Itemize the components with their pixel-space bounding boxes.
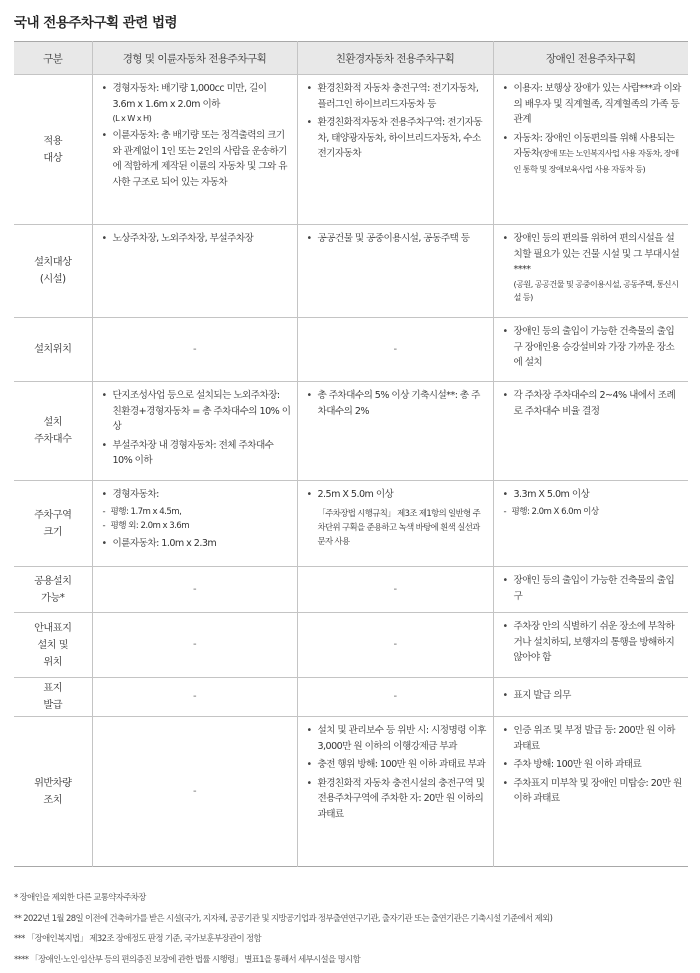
cell-eco	[297, 382, 493, 481]
list-item: • 충전 행위 방해: 100만 원 이하 과태료 부과	[306, 757, 487, 773]
list-item: • 인증 위조 및 부정 발급 등: 200만 원 이하 과태료	[502, 723, 683, 754]
row-label: 표지 발급	[14, 678, 92, 717]
row-label: 설치위치	[14, 318, 92, 382]
cell-disabled	[493, 717, 688, 867]
sub-list-item: - 평행: 2.0m X 6.0m 이상	[502, 505, 683, 520]
header-compact-motorcycle: 경형 및 이륜자동차 전용주차구획	[92, 42, 297, 75]
parking-spec-note: 「주차장법 시행규칙」 제3조 제1항의 일반형 주차단위 구획을 준용하고 녹색 바탕에 흰색 실선과 문자 사용	[317, 507, 481, 546]
page-title: 국내 전용주차구획 관련 법령	[14, 15, 178, 31]
list-item: • 장애인 등의 출입이 가능한 건축물의 출입구 장애인용 승강설비와 가장 가까운 장소에 설치	[502, 324, 683, 371]
row-label: 주차구역 크기	[14, 481, 92, 567]
cell-disabled	[493, 613, 688, 678]
list-item: • 환경친화적자동차 전용주차구역: 전기자동차, 태양광자동차, 하이브리드자동차, 수소전기자동차	[306, 115, 487, 162]
list-item: • 환경친화적 자동차 충전구역: 전기자동차, 플러그인 하이브리드자동차 등	[306, 81, 487, 112]
cell-eco: -	[297, 318, 493, 382]
row-label: 적용 대상	[14, 75, 92, 225]
list-item: • 공공건물 및 공중이용시설, 공동주택 등	[306, 231, 487, 247]
header-disabled: 장애인 전용주차구획	[493, 42, 688, 75]
table-row	[14, 481, 688, 567]
table-row	[14, 382, 688, 481]
row-label: 설치 주차대수	[14, 382, 92, 481]
cell-disabled	[493, 318, 688, 382]
cell-eco	[297, 717, 493, 867]
cell-disabled	[493, 225, 688, 318]
law-table	[14, 41, 688, 867]
cell-eco	[297, 75, 493, 225]
list-item: • 이용자: 보행상 장애가 있는 사람***과 이와의 배우자 및 직계혈족, 직계혈족의 가족 등 관계	[502, 81, 683, 128]
cell-disabled	[493, 678, 688, 717]
list-item: • 장애인 등의 편의를 위하여 편의시설을 설치할 필요가 있는 건물 시설 및 그 부대시설**** (공원, 공공건물 및 공중이용시설, 공동주택, 통신시설 등)	[502, 231, 683, 304]
list-item: • 표지 발급 의무	[502, 688, 683, 704]
cell-compact	[92, 75, 297, 225]
cell-compact: -	[92, 678, 297, 717]
header-eco-friendly: 친환경자동차 전용주차구획	[297, 42, 493, 75]
list-item: • 부설주차장 내 경형자동차: 전체 주차대수 10% 이하	[101, 438, 291, 469]
header-category: 구분	[14, 42, 92, 75]
footnotes	[14, 887, 694, 969]
list-item: • 각 주차장 주차대수의 2~4% 내에서 조례로 주차대수 비율 결정	[502, 388, 683, 419]
list-item: • 주차표지 미부착 및 장애인 미탑승: 20만 원 이하 과태료	[502, 776, 683, 807]
table-row	[14, 613, 688, 678]
cell-disabled	[493, 567, 688, 613]
table-row	[14, 717, 688, 867]
row-label: 설치대상 (시설)	[14, 225, 92, 318]
list-item: • 총 주차대수의 5% 이상 기축시설**: 총 주차대수의 2%	[306, 388, 487, 419]
sub-list-item: - 평행 외: 2.0m x 3.6m	[101, 519, 291, 534]
list-item: • 주차 방해: 100만 원 이하 과태료	[502, 757, 683, 773]
list-item: • 경형자동차:	[101, 487, 291, 503]
cell-compact	[92, 225, 297, 318]
cell-disabled	[493, 75, 688, 225]
cell-compact: -	[92, 318, 297, 382]
list-item: • 자동차: 장애인 이동편의를 위해 사용되는 자동차(장애 또는 노인복지사업 사용 자동차, 장애인 통학 및 장애보육사업 사용 자동차 등)	[502, 131, 683, 178]
row-label: 위반차량 조치	[14, 717, 92, 867]
list-item: • 이륜자동차: 1.0m x 2.3m	[101, 536, 291, 552]
table-row	[14, 318, 688, 382]
table-row	[14, 567, 688, 613]
list-item: • 환경친화적 자동차 충전시설의 충전구역 및 전용주차구역에 주차한 자: 20만 원 이하의 과태료	[306, 776, 487, 823]
cell-eco	[297, 225, 493, 318]
cell-compact	[92, 481, 297, 567]
row-label: 안내표지 설치 및 위치	[14, 613, 92, 678]
list-item: • 2.5m X 5.0m 이상	[306, 487, 487, 503]
table-header-row	[14, 42, 688, 75]
cell-compact: -	[92, 717, 297, 867]
list-item: • 이륜자동차: 총 배기량 또는 정격출력의 크기와 관계없이 1인 또는 2인의 사람을 운송하기에 적합하게 제작된 이륜의 자동차 및 그와 유사한 구조로 되어 있는 자동차	[101, 128, 291, 190]
list-item: • 3.3m X 5.0m 이상	[502, 487, 683, 503]
cell-compact: -	[92, 567, 297, 613]
table-row	[14, 225, 688, 318]
table-row	[14, 678, 688, 717]
sub-list-item: - 평행: 1.7m x 4.5m,	[101, 505, 291, 520]
list-item: • 주차장 안의 식별하기 쉬운 장소에 부착하거나 설치하되, 보행자의 통행을 방해하지 않아야 함	[502, 619, 683, 666]
list-item: • 장애인 등의 출입이 가능한 건축물의 출입구	[502, 573, 683, 604]
cell-eco: -	[297, 678, 493, 717]
list-item: • 경형자동차: 배기량 1,000cc 미만, 길이 3.6m x 1.6m x 2.0m 이하 (L x W x H)	[101, 81, 291, 125]
list-item: • 노상주차장, 노외주차장, 부설주차장	[101, 231, 291, 247]
list-item: • 설치 및 관리보수 등 위반 시: 시정명령 이후 3,000만 원 이하의 이행강제금 부과	[306, 723, 487, 754]
cell-disabled	[493, 382, 688, 481]
footnote: *** 「장애인복지법」 제32조 장애정도 판정 기준, 국가보훈부장관이 정함	[14, 933, 262, 944]
cell-disabled	[493, 481, 688, 567]
cell-eco: -	[297, 613, 493, 678]
cell-eco: -	[297, 567, 493, 613]
footnote: ** 2022년 1월 28일 이전에 건축허가를 받은 시설(국가, 지자체, 공공기관 및 지방공기업과 정부출연연구기관, 출자기관 또는 출연기관은 기축시설 기준에서 제외)	[14, 912, 553, 923]
cell-compact	[92, 382, 297, 481]
table-row	[14, 75, 688, 225]
cell-eco	[297, 481, 493, 567]
row-label: 공용설치 가능*	[14, 567, 92, 613]
cell-compact: -	[92, 613, 297, 678]
footnote: **** 「장애인·노인·임산부 등의 편의증진 보장에 관한 법률 시행령」 별표1을 통해서 세부시설을 명시함	[14, 953, 361, 964]
footnote: * 장애인을 제외한 다른 교통약자주차장	[14, 892, 146, 902]
list-item: • 단지조성사업 등으로 설치되는 노외주차장: 친환경+경형자동차 = 총 주차대수의 10% 이상	[101, 388, 291, 435]
